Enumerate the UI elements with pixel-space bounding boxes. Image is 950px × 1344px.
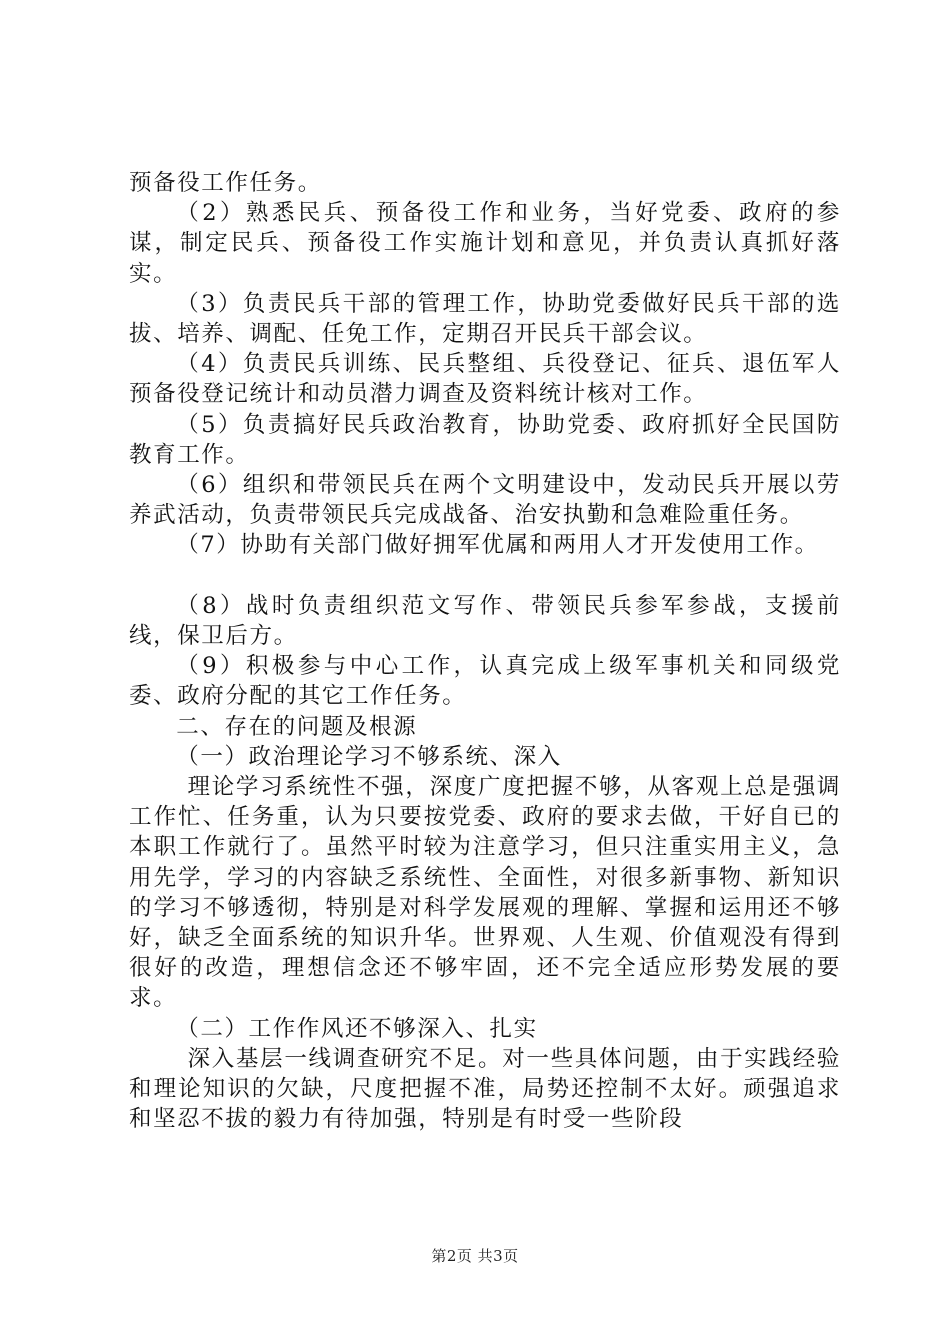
blank-line xyxy=(129,561,841,591)
paragraph-item-5: （5）负责搞好民兵政治教育，协助党委、政府抓好全民国防教育工作。 xyxy=(129,411,841,468)
document-body xyxy=(129,168,841,1134)
section-heading: 二、存在的问题及根源 xyxy=(176,713,418,740)
subsection-heading-1: （一）政治理论学习不够系统、深入 xyxy=(176,743,562,770)
paragraph-item-2: （2）熟悉民兵、预备役工作和业务，当好党委、政府的参谋，制定民兵、预备役工作实施计划和意见，并负责认真抓好落实。 xyxy=(129,200,841,287)
body-paragraph-1: 理论学习系统性不强，深度广度把握不够，从客观上总是强调工作忙、任务重，认为只要按党委、政府的要求去做，干好自已的本职工作就行了。虽然平时较为注意学习，但只注重实用主义，急用先学，学习的内容缺乏系统性、全面性，对很多新事物、新知识的学习不够透彻，特别是对科学发展观的理解、掌握和运用还不够好，缺乏全面系统的知识升华。世界观、人生观、价值观没有得到很好的改造，理想信念还不够牢固，还不完全适应形势发展的要求。 xyxy=(129,774,841,1012)
paragraph-item-7: （7）协助有关部门做好拥军优属和两用人才开发使用工作。 xyxy=(176,532,819,559)
paragraph-item-3: （3）负责民兵干部的管理工作，协助党委做好民兵干部的选拔、培养、调配、任免工作，定期召开民兵干部会议。 xyxy=(129,290,841,348)
paragraph-item-9: （9）积极参与中心工作，认真完成上级军事机关和同级党委、政府分配的其它工作任务。 xyxy=(129,653,841,710)
paragraph-continuation: 预备役工作任务。 xyxy=(129,170,322,196)
paragraph-item-8: （8）战时负责组织范文写作、带领民兵参军参战，支援前线，保卫后方。 xyxy=(129,592,841,650)
subsection-heading-2: （二）工作作风还不够深入、扎实 xyxy=(176,1015,538,1042)
paragraph-item-6: （6）组织和带领民兵在两个文明建设中，发动民兵开展以劳养武活动，负责带领民兵完成战备、治安执勤和急难险重任务。 xyxy=(129,472,841,529)
page-number-footer: 第2页 共3页 xyxy=(431,1247,519,1265)
body-paragraph-2: 深入基层一线调查研究不足。对一些具体问题，由于实践经验和理论知识的欠缺，尺度把握不准，局势还控制不太好。顽强追求和坚忍不拔的毅力有待加强，特别是有时受一些阶段 xyxy=(129,1045,841,1133)
paragraph-item-4: （4）负责民兵训练、民兵整组、兵役登记、征兵、退伍军人预备役登记统计和动员潜力调查及资料统计核对工作。 xyxy=(129,351,841,408)
